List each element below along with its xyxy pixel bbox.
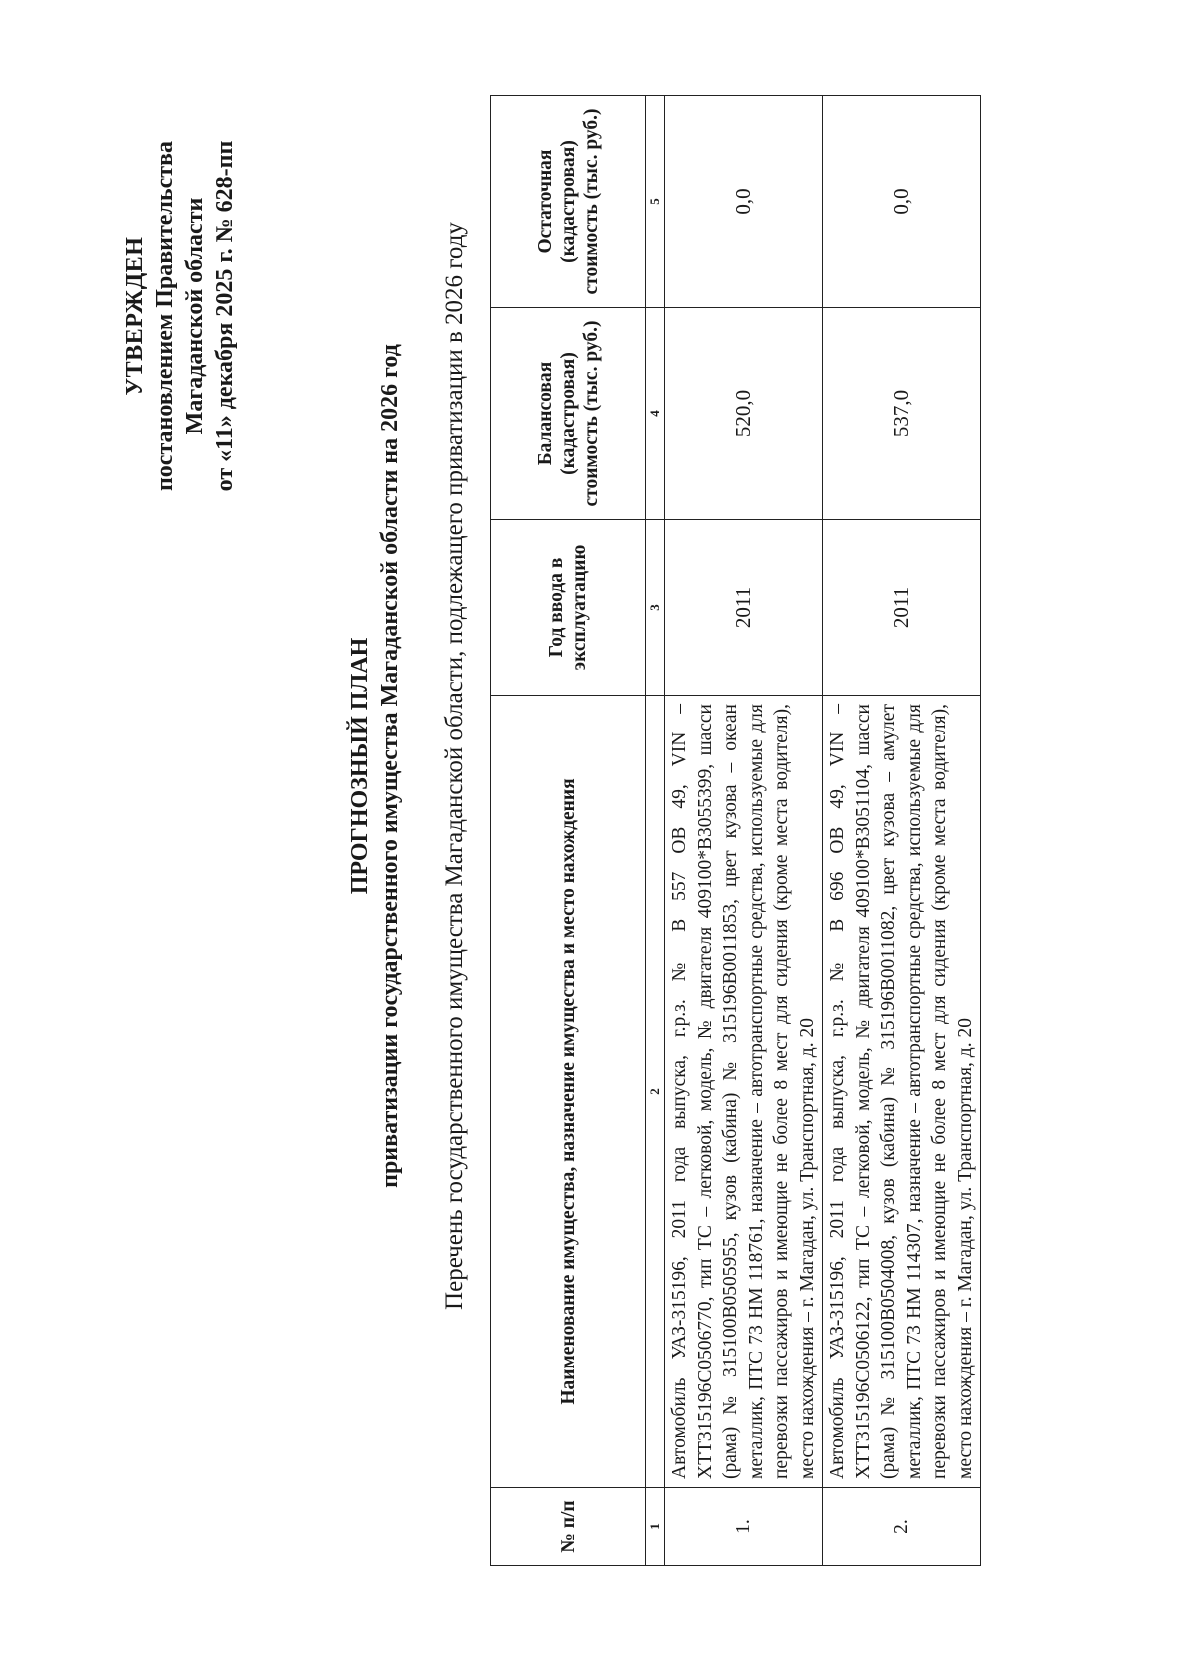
header-year: Год ввода в эксплуатацию: [491, 520, 646, 696]
row-book-value: 520,0: [665, 308, 823, 520]
column-number: 1: [646, 1488, 665, 1566]
approval-line-2: Магаданской области: [182, 197, 208, 435]
table-header-row: [491, 96, 646, 1566]
approval-line-3: от «11» декабря 2025 г. № 628-пп: [212, 140, 238, 492]
column-number: 4: [646, 308, 665, 520]
column-number-row: [646, 96, 665, 1566]
row-year: 2011: [823, 520, 981, 696]
approval-title: УТВЕРЖДЕН: [122, 236, 148, 396]
header-index: № п/п: [491, 1488, 646, 1566]
row-index: 1.: [665, 1488, 823, 1566]
column-number: 2: [646, 696, 665, 1488]
header-residual-value: Остаточная (кадастровая) стоимость (тыс. руб.): [491, 96, 646, 308]
row-residual-value: 0,0: [665, 96, 823, 308]
column-number: 5: [646, 96, 665, 308]
row-book-value: 537,0: [823, 308, 981, 520]
header-book-value: Балансовая (кадастровая) стоимость (тыс. руб.): [491, 308, 646, 520]
approval-line-1: постановлением Правительства: [152, 141, 178, 492]
column-number: 3: [646, 520, 665, 696]
row-residual-value: 0,0: [823, 96, 981, 308]
privatization-table: [490, 95, 981, 1566]
row-index: 2.: [823, 1488, 981, 1566]
document-subtitle: приватизации государственного имущества Магаданской области на 2026 год: [377, 344, 403, 1188]
list-caption: Перечень государственного имущества Магаданской области, подлежащего приватизации в 2026 году: [441, 222, 468, 1310]
header-description: Наименование имущества, назначение имущества и место нахождения: [491, 696, 646, 1488]
approval-block: [120, 36, 240, 596]
row-description: Автомобиль УАЗ-315196, 2011 года выпуска, г.р.з. № В 696 ОВ 49, VIN – XTT315196C0506122, тип ТС – легковой, модель, № двигателя 409100*В3051104, шасси (рама) № 315100В0504008, кузов (кабина) № 315196В0011082, цвет кузова – амулет металлик, ПТС 73 НМ 114307, назначение – автотранспортные средства, используемые для перевозки пассажиров и имеющие не более 8 мест для сидения (кроме места водителя), место нахождения – г. Магадан, ул. Транспортная, д. 20: [823, 696, 981, 1488]
row-description: Автомобиль УАЗ-315196, 2011 года выпуска, г.р.з. № В 557 ОВ 49, VIN – XTT315196C0506770, тип ТС – легковой, модель, № двигателя 409100*В3055399, шасси (рама) № 315100В0505955, кузов (кабина) № 315196В0011853, цвет кузова – океан металлик, ПТС 73 НМ 118761, назначение – автотранспортные средства, используемые для перевозки пассажиров и имеющие не более 8 мест для сидения (кроме места водителя), место нахождения – г. Магадан, ул. Транспортная, д. 20: [665, 696, 823, 1488]
row-year: 2011: [665, 520, 823, 696]
table-row: [665, 96, 823, 1566]
document-title: ПРОГНОЗНЫЙ ПЛАН: [347, 637, 373, 895]
table-row: [823, 96, 981, 1566]
document-heading: [345, 76, 405, 1456]
